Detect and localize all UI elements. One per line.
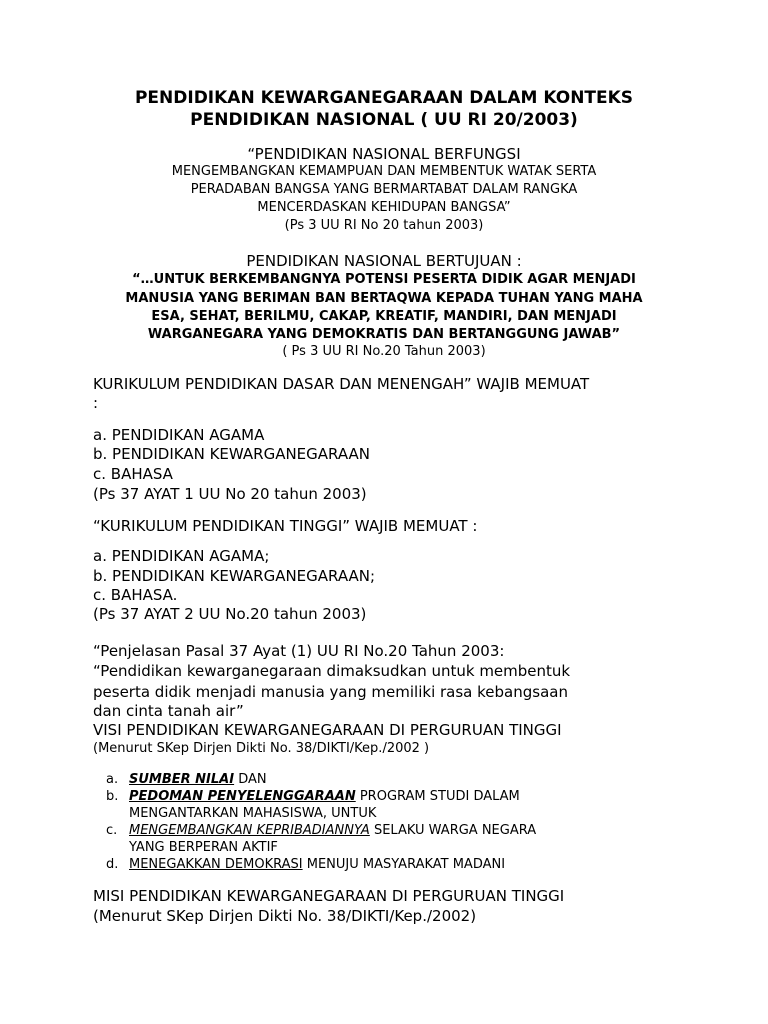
kurikulum-tinggi-item: a. PENDIDIKAN AGAMA; <box>93 547 270 565</box>
kurikulum-dasar-item: a. PENDIDIKAN AGAMA <box>93 426 265 444</box>
fungsi-source: (Ps 3 UU RI No 20 tahun 2003) <box>284 218 484 233</box>
visi-item <box>106 856 536 873</box>
visi-item-emphasis: MENEGAKKAN DEMOKRASI <box>129 857 303 872</box>
visi-source: (Menurut SKep Dirjen Dikti No. 38/DIKTI/Kep./2002 ) <box>93 741 430 756</box>
visi-item-continuation: YANG BERPERAN AKTIF <box>129 840 278 855</box>
tujuan-line: MANUSIA YANG BERIMAN BAN BERTAQWA KEPADA TUHAN YANG MAHA <box>125 291 643 306</box>
kurikulum-dasar-heading-colon: : <box>93 394 99 412</box>
kurikulum-tinggi-heading: “KURIKULUM PENDIDIKAN TINGGI” WAJIB MEMUAT : <box>93 517 478 535</box>
tujuan-source: ( Ps 3 UU RI No.20 Tahun 2003) <box>282 344 486 359</box>
misi-heading: MISI PENDIDIKAN KEWARGANEGARAAN DI PERGURUAN TINGGI <box>93 887 565 905</box>
kurikulum-dasar-item: b. PENDIDIKAN KEWARGANEGARAAN <box>93 445 371 463</box>
visi-item-text: MENUJU MASYARAKAT MADANI <box>302 857 506 872</box>
kurikulum-tinggi-item: c. BAHASA. <box>93 586 178 604</box>
fungsi-line: MENCERDASKAN KEHIDUPAN BANGSA” <box>257 200 511 215</box>
kurikulum-dasar-source: (Ps 37 AYAT 1 UU No 20 tahun 2003) <box>93 485 367 503</box>
kurikulum-tinggi-item: b. PENDIDIKAN KEWARGANEGARAAN; <box>93 567 376 585</box>
visi-item-emphasis: SUMBER NILAI <box>129 772 235 787</box>
visi-item <box>106 771 536 788</box>
fungsi-line: MENGEMBANGKAN KEMAMPUAN DAN MEMBENTUK WATAK SERTA <box>171 164 597 179</box>
penjelasan-line: “Penjelasan Pasal 37 Ayat (1) UU RI No.20 Tahun 2003: <box>93 642 505 660</box>
kurikulum-dasar-item: c. BAHASA <box>93 465 173 483</box>
tujuan-line: “…UNTUK BERKEMBANGNYA POTENSI PESERTA DIDIK AGAR MENJADI <box>132 272 636 287</box>
visi-item-marker: a. <box>106 772 119 787</box>
visi-item-marker: c. <box>106 823 118 838</box>
fungsi-line: PERADABAN BANGSA YANG BERMARTABAT DALAM RANGKA <box>190 182 578 197</box>
visi-item-text: DAN <box>234 772 267 787</box>
kurikulum-tinggi-source: (Ps 37 AYAT 2 UU No.20 tahun 2003) <box>93 605 367 623</box>
kurikulum-dasar-heading: KURIKULUM PENDIDIKAN DASAR DAN MENENGAH” WAJIB MEMUAT <box>93 375 590 393</box>
document-title-line-1: PENDIDIKAN KEWARGANEGARAAN DALAM KONTEKS <box>134 88 634 108</box>
visi-heading: VISI PENDIDIKAN KEWARGANEGARAAN DI PERGURUAN TINGGI <box>93 721 562 739</box>
visi-item <box>106 822 536 839</box>
penjelasan-line: peserta didik menjadi manusia yang memiliki rasa kebangsaan <box>93 683 568 701</box>
tujuan-line: WARGANEGARA YANG DEMOKRATIS DAN BERTANGGUNG JAWAB” <box>147 327 621 342</box>
visi-item <box>106 788 536 805</box>
visi-item-continuation: MENGANTARKAN MAHASISWA, UNTUK <box>129 806 377 821</box>
visi-item-marker: d. <box>106 857 119 872</box>
fungsi-heading: “PENDIDIKAN NASIONAL BERFUNGSI <box>247 145 521 163</box>
visi-item-emphasis: MENGEMBANGKAN KEPRIBADIANNYA <box>129 823 370 838</box>
document-title-line-2: PENDIDIKAN NASIONAL ( UU RI 20/2003) <box>190 110 578 130</box>
penjelasan-line: “Pendidikan kewarganegaraan dimaksudkan untuk membentuk <box>93 662 571 680</box>
visi-list <box>106 771 536 873</box>
visi-item-marker: b. <box>106 789 119 804</box>
visi-item-text: SELAKU WARGA NEGARA <box>369 823 537 838</box>
penjelasan-line: dan cinta tanah air” <box>93 702 244 720</box>
visi-item-text: PROGRAM STUDI DALAM <box>355 789 520 804</box>
visi-item-emphasis: PEDOMAN PENYELENGGARAAN <box>129 789 356 804</box>
misi-source: (Menurut SKep Dirjen Dikti No. 38/DIKTI/Kep./2002) <box>93 907 477 925</box>
tujuan-heading: PENDIDIKAN NASIONAL BERTUJUAN : <box>246 252 522 270</box>
tujuan-line: ESA, SEHAT, BERILMU, CAKAP, KREATIF, MANDIRI, DAN MENJADI <box>151 309 617 324</box>
